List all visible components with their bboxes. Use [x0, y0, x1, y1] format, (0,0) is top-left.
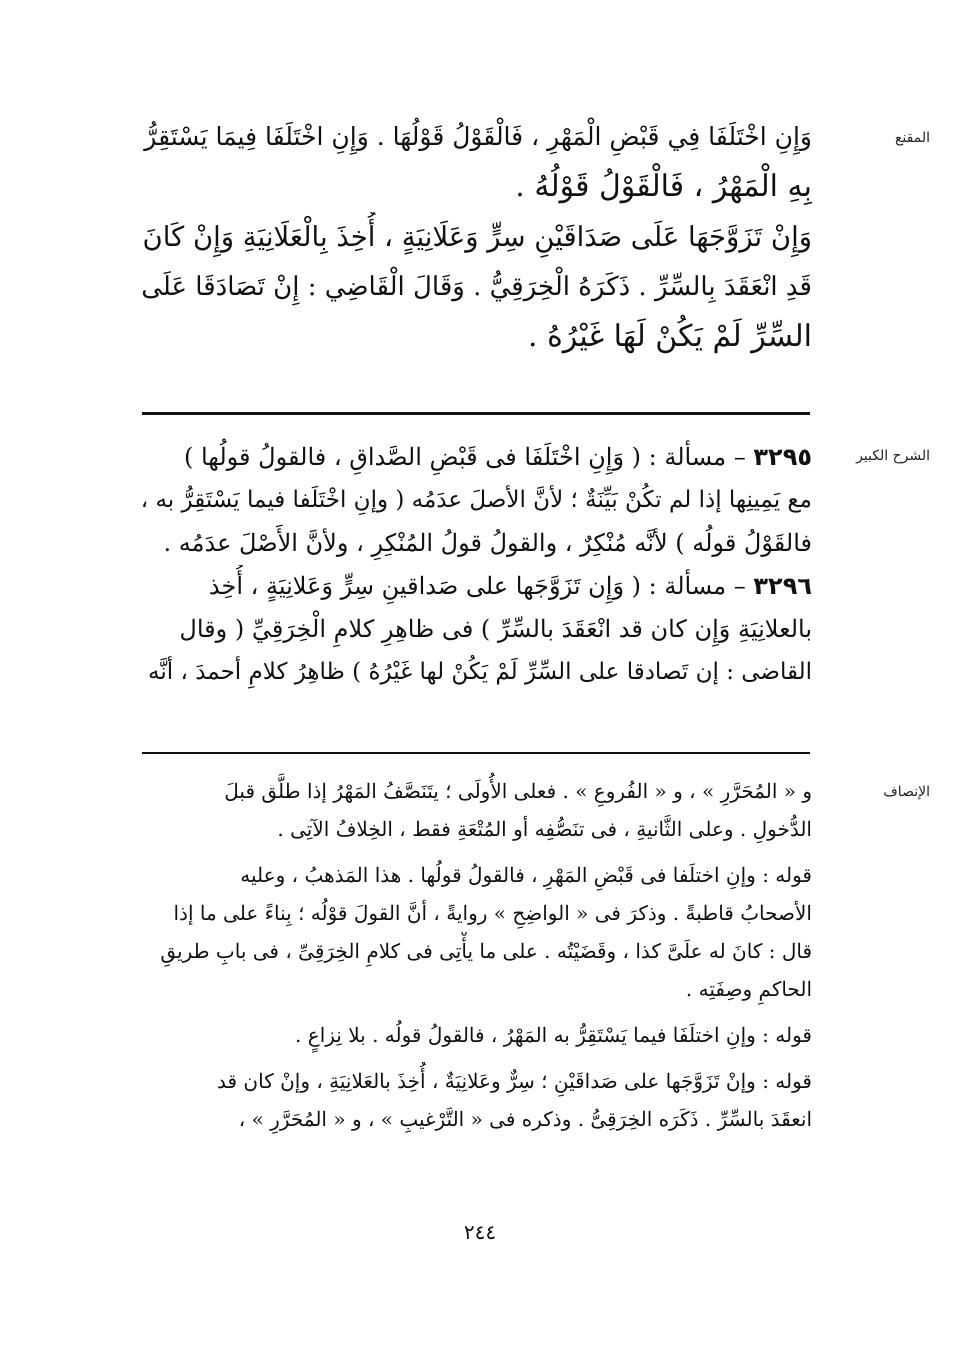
sharh-line: القاضى : إن تَصادقا على السِّرِّ لَمْ يَكُنْ لها غَيْرُهُ ) ظاهِرُ كلامِ أحمدَ ، أنَّه	[148, 659, 812, 685]
insaf-line: الأصحابُ قاطبةً . وذكرَ فى « الواضِحِ » روايةً ، أنَّ القولَ قوْلُه ؛ بِناءً على ما إذا	[173, 901, 812, 925]
insaf-line: الحاكمِ وصِفَتِه .	[685, 977, 812, 1001]
sharh-line	[140, 565, 812, 608]
insaf-line: و « المُحَرَّرِ » ، و « الفُروعِ » . فعلى الأُولَى ؛ يتَنَصَّفُ المَهْرُ إذا طلَّق قبلَ	[224, 779, 812, 803]
muqni-line: قَدِ انْعَقَدَ بِالسِّرِّ . ذَكَرَهُ الْخِرَقِيُّ . وَقَالَ الْقَاضِي : إِنْ تَصَادَقَا عَلَى	[141, 272, 812, 302]
insaf-line: قوله : وإنْ تَزَوَّجَها على صَداقَيْنِ ؛ سِرٌّ وعَلانِيَةٌ ، أُخِذَ بالعَلانِيَةِ ، وإنْ كان قد	[217, 1069, 812, 1093]
sharh-line: مع يَمِينِها إذا لم تكُنْ بَيِّنَةٌ ؛ لأنَّ الأصلَ عدَمُه ( وإنِ اخْتَلَفا فيما يَسْتَقِرُّ به ،	[140, 487, 812, 513]
sharh-line: بالعلانِيَةِ وَإِن كان قد انْعَقَدَ بالسِّرِّ ) فى ظاهِرِ كلامِ الْخِرَقِيِّ ( وقال	[179, 615, 812, 643]
insaf-line: قوله : وإنِ اختلَفَا فيما يَسْتَقِرُّ به المَهْرُ ، فالقولُ قولُه . بلا نِزاعٍ .	[295, 1023, 812, 1047]
muqni-line: السِّرِّ لَمْ يَكُنْ لَهَا غَيْرُهُ .	[528, 319, 812, 354]
sharh-label: الشرح الكبير	[856, 448, 930, 464]
muqni-line: بِهِ الْمَهْرُ ، فَالْقَوْلُ قَوْلُهُ .	[515, 169, 812, 204]
sharh-line-text: – مسألة : ( وَإِنِ اخْتَلَفَا فى قَبْضِ الصَّداقِ ، فالقولُ قولُها )	[183, 443, 746, 471]
insaf-paragraph	[140, 1062, 812, 1138]
insaf-line: قوله : وإنِ اختلَفا فى قَبْضِ المَهْرِ ، فالقولُ قولُها . هذا المَذهبُ ، وعليه	[240, 863, 812, 887]
sharh-line	[140, 436, 812, 479]
issue-number: ٣٢٩٦	[753, 572, 812, 600]
section-divider-thin	[142, 752, 810, 754]
page-number: ٢٤٤	[463, 1220, 497, 1244]
muqni-text	[140, 112, 812, 362]
insaf-line: قال : كانَ له علَىَّ كذا ، وقَضَيْتُه . على ما يأْتِى فى كلامِ الخِرَقِىِّ ، فى بابِ طريقِ	[160, 939, 812, 963]
sharh-line: فالقَوْلُ قولُه ) لأنَّه مُنْكِرٌ ، والقولُ قولُ المُنْكِرِ ، ولأنَّ الأَصْلَ عدَمُه .	[163, 529, 812, 557]
section-divider-thick	[142, 412, 810, 415]
insaf-paragraph	[140, 856, 812, 1008]
issue-number: ٣٢٩٥	[753, 443, 812, 471]
insaf-line: انعقَدَ بالسِّرِّ . ذَكَرَه الخِرَقِىُّ . وذكره فى « التَّرْغيبِ » ، و « المُحَرَّرِ » ،	[238, 1107, 812, 1131]
muqni-line: وَإِنْ تَزَوَّجَهَا عَلَى صَدَاقَيْنِ سِرٍّ وَعَلَانِيَةٍ ، أُخِذَ بِالْعَلَانِيَةِ وَإِنْ كَانَ	[142, 221, 812, 253]
insaf-line: الدُّخولِ . وعلى الثَّانيةِ ، فى تنَصُّفِه أو المُتْعَةِ فقط ، الخِلافُ الآتِى .	[277, 817, 812, 841]
muqni-label: المقنع	[894, 130, 930, 146]
insaf-paragraph	[140, 772, 812, 848]
insaf-label: الإنصاف	[883, 784, 930, 800]
sharh-text	[140, 436, 812, 694]
insaf-text	[140, 772, 812, 1146]
insaf-paragraph	[140, 1016, 812, 1054]
sharh-line-text: – مسألة : ( وَإِن تَزَوَّجَها على صَداقينِ سِرٍّ وَعَلانِيَةٍ ، أُخِذ	[208, 572, 746, 600]
muqni-line: وَإِنِ اخْتَلَفَا فِي قَبْضِ الْمَهْرِ ، فَالْقَوْلُ قَوْلُهَا . وَإِنِ اخْتَلَفَا فِيمَا يَسْتَقِرُّ	[144, 122, 812, 151]
